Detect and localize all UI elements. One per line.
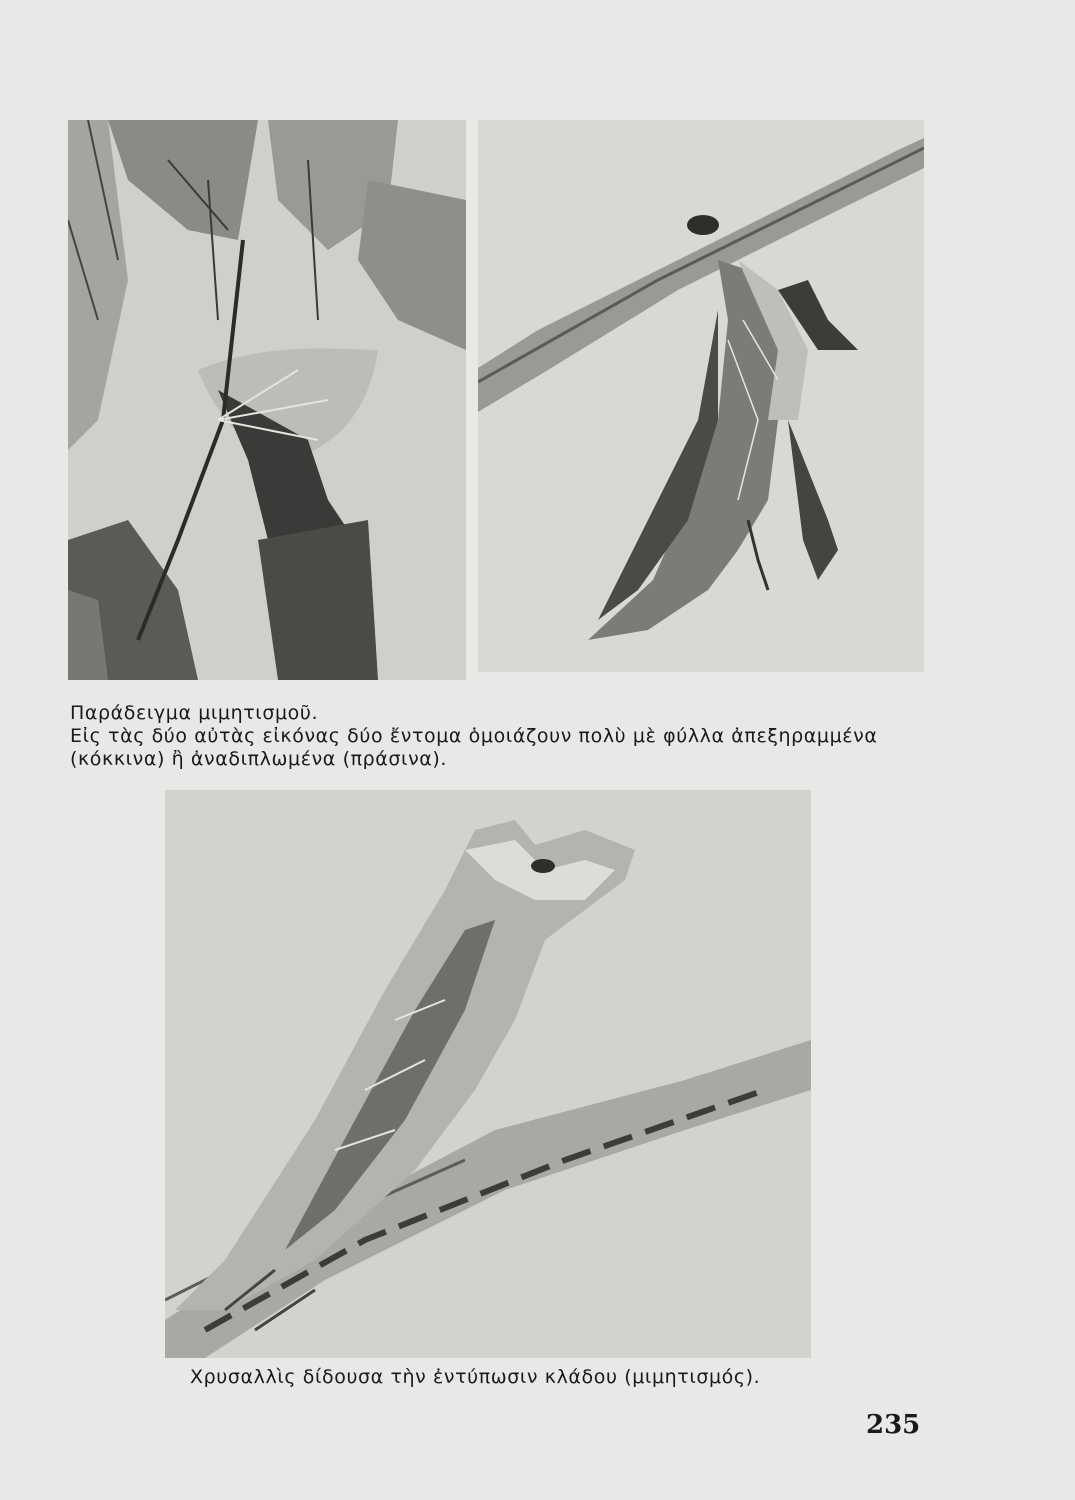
top-caption-line-1: Εἰς τὰς δύο αὐτὰς εἰκόνας δύο ἔντομα ὁμοιάζουν πολὺ μὲ φύλλα ἀπεξηραμμένα	[70, 725, 878, 747]
bottom-caption: Χρυσαλλὶς δίδουσα τὴν ἐντύπωσιν κλάδου (μιμητισμός).	[190, 1366, 761, 1388]
top-caption-line-2: (κόκκινα) ἢ ἀναδιπλωμένα (πράσινα).	[70, 748, 448, 770]
top-caption	[70, 702, 950, 771]
page-number: 235	[866, 1410, 921, 1440]
leaf-mimicry-photo-right	[478, 120, 924, 672]
chrysalis-photo	[165, 790, 811, 1358]
leaf-mimicry-photo-left	[68, 120, 466, 680]
top-caption-title: Παράδειγμα μιμητισμοῦ.	[70, 702, 319, 724]
